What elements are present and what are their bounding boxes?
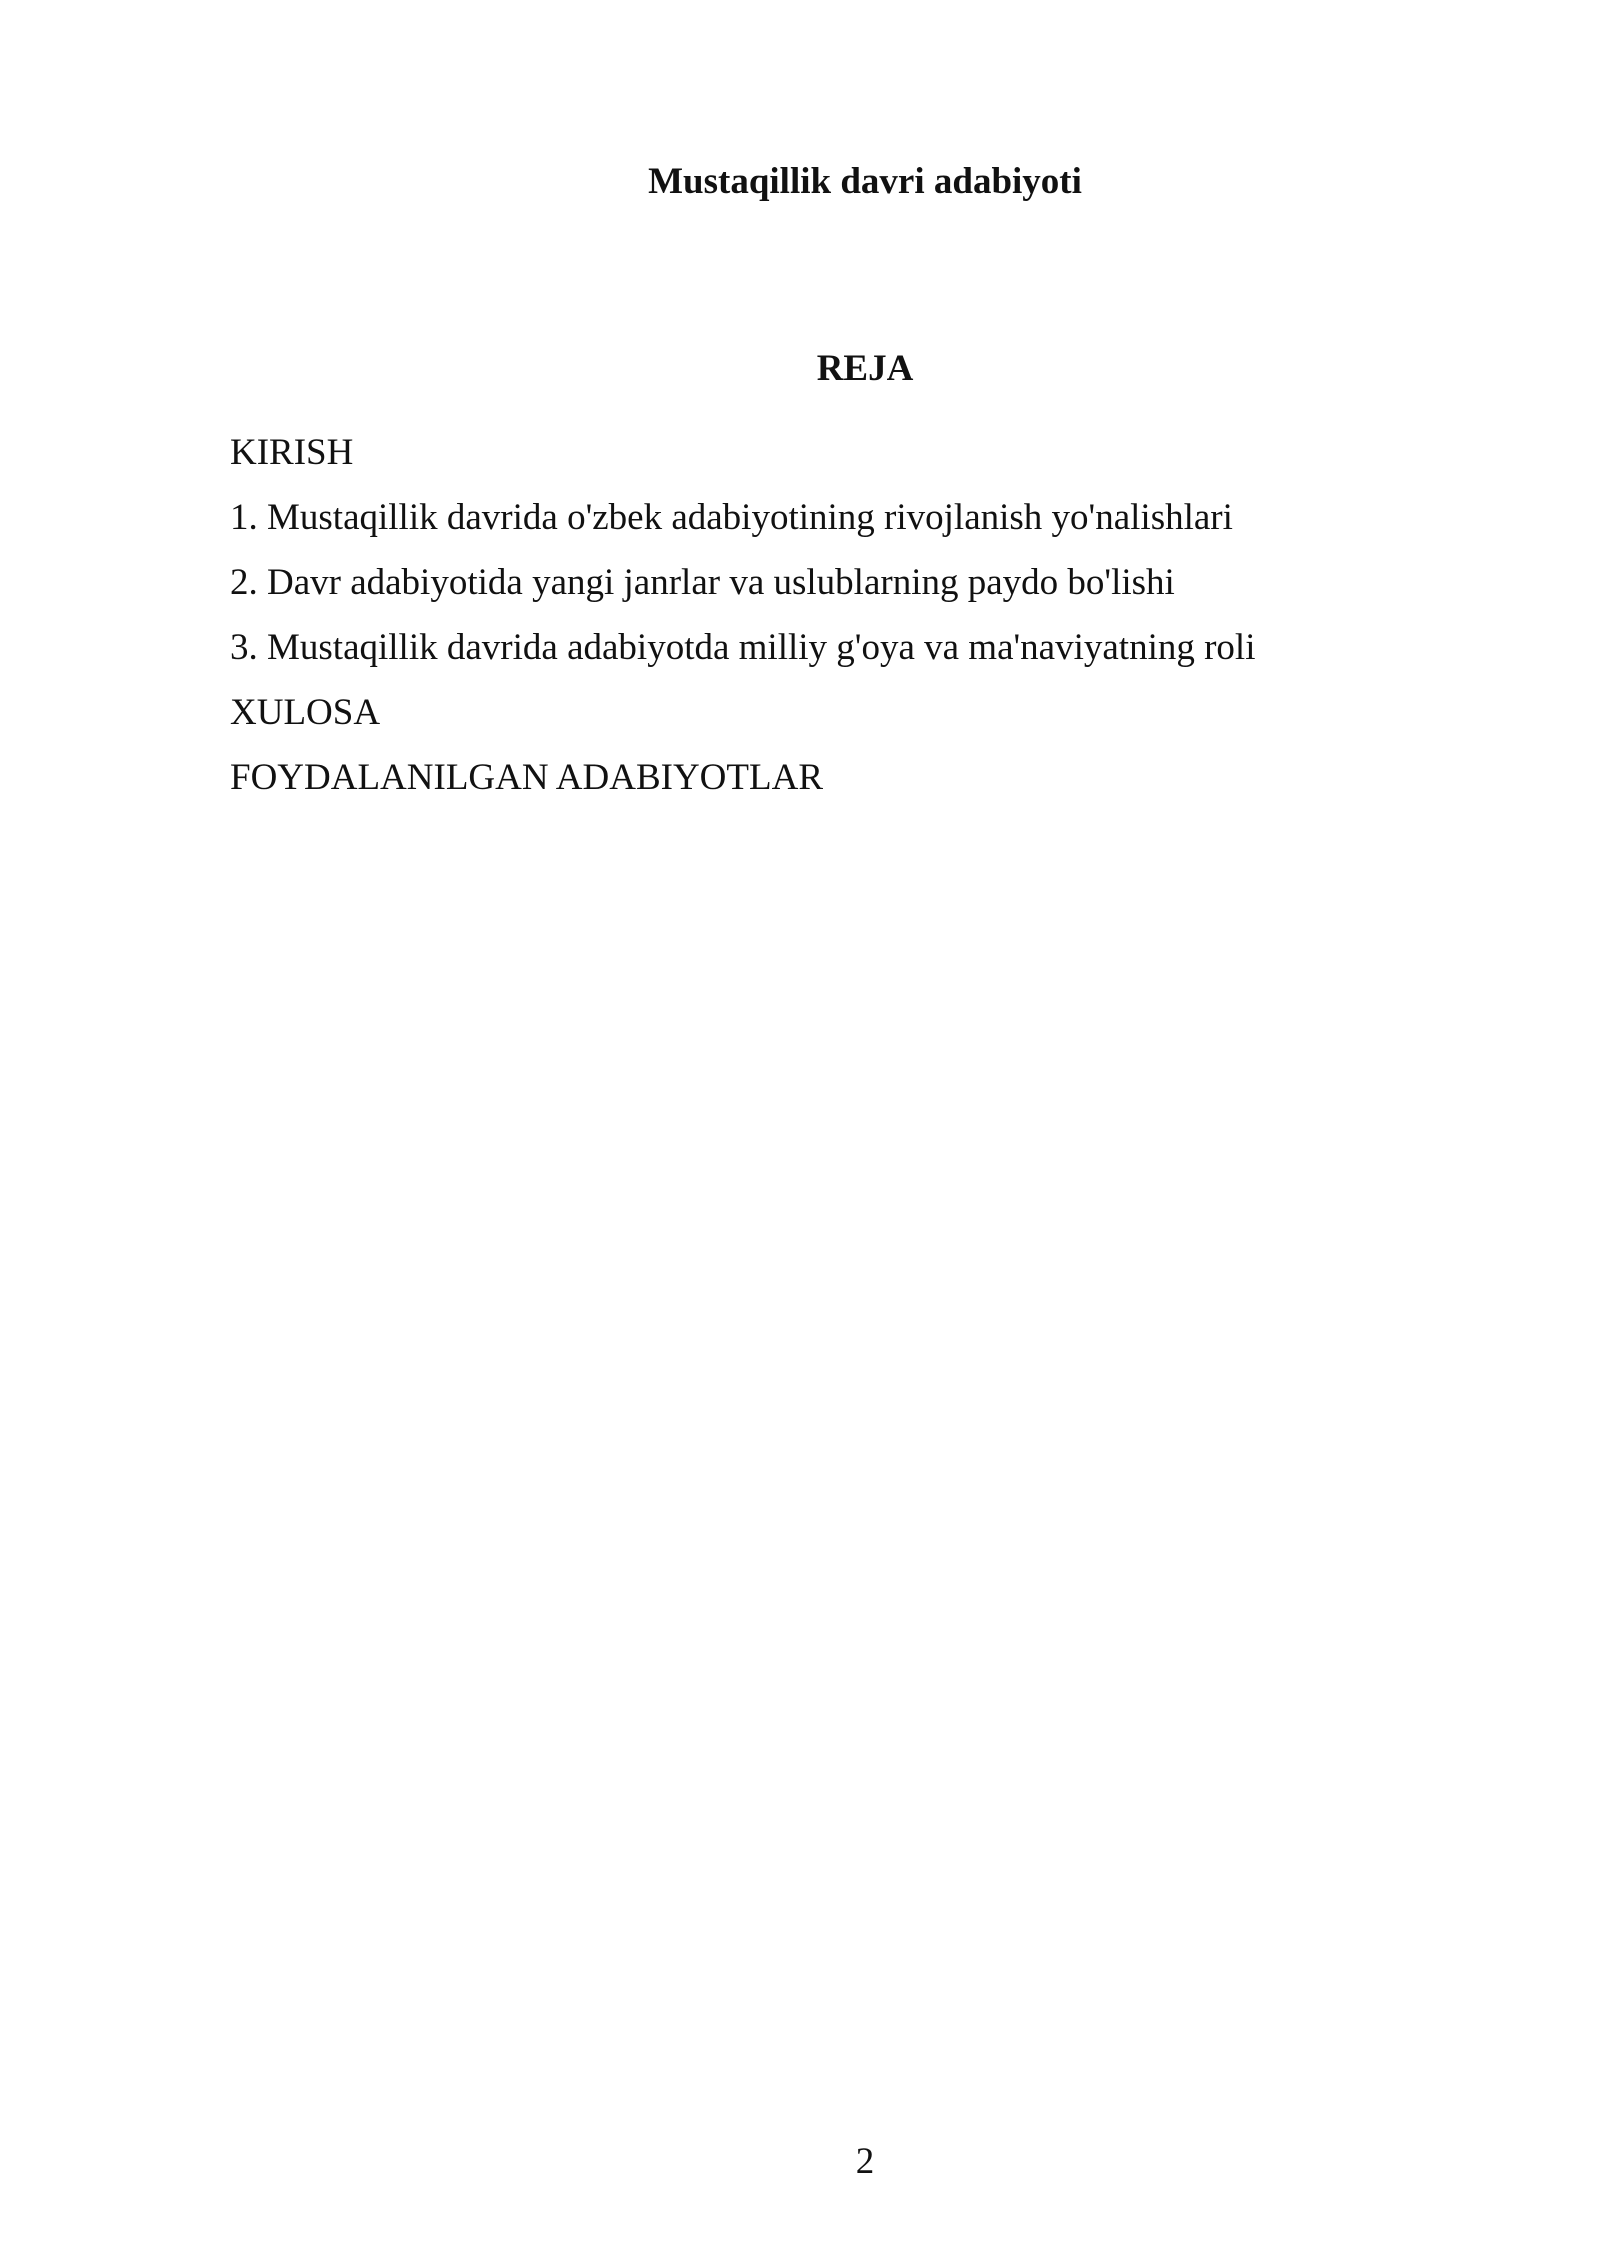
- plan-item-introduction: KIRISH: [230, 432, 354, 473]
- plan-item-3: 3. Mustaqillik davrida adabiyotda milliy g'oya va ma'naviyatning roli: [230, 627, 1256, 668]
- plan-heading: REJA: [816, 348, 914, 389]
- document-title: Mustaqillik davri adabiyoti: [648, 161, 1082, 202]
- plan-list: [230, 420, 1430, 810]
- plan-item-references: FOYDALANILGAN ADABIYOTLAR: [230, 757, 823, 798]
- plan-item-1: 1. Mustaqillik davrida o'zbek adabiyotining rivojlanish yo'nalishlari: [230, 497, 1233, 538]
- page-number: 2: [855, 2141, 875, 2182]
- plan-item-2: 2. Davr adabiyotida yangi janrlar va uslublarning paydo bo'lishi: [230, 562, 1175, 603]
- plan-item-conclusion: XULOSA: [230, 692, 381, 733]
